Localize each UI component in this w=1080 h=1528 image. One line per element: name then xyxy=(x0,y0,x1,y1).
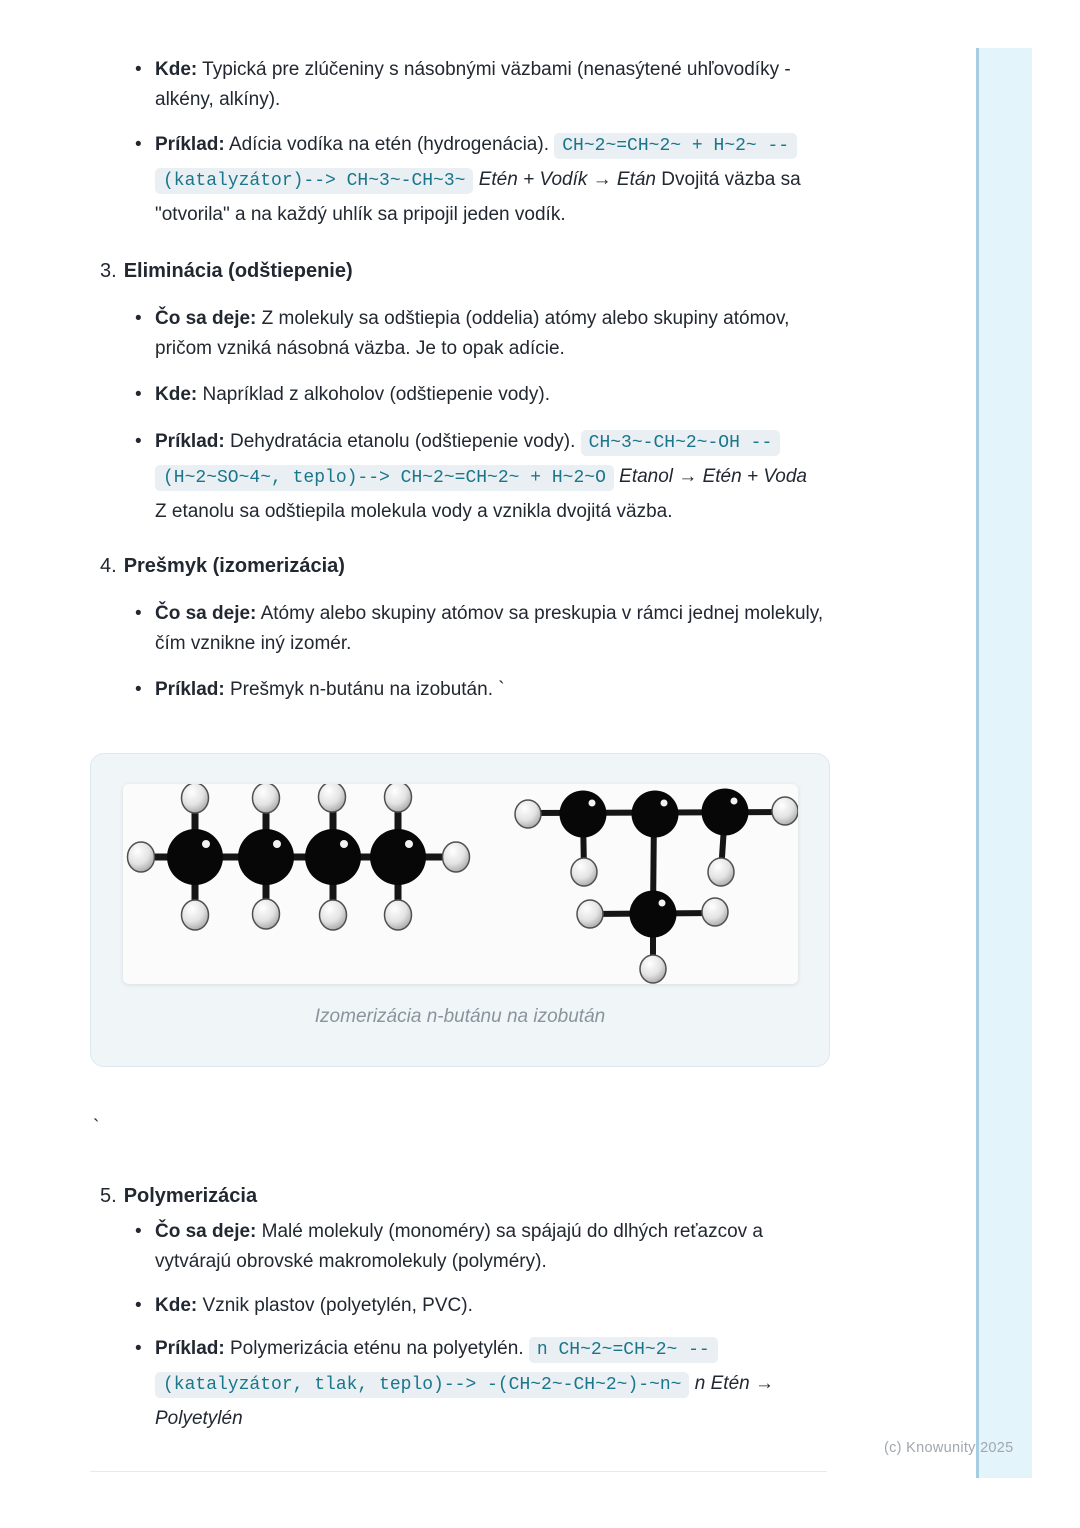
code-snippet: CH~2~=CH~2~ + H~2~ --(katalyzátor)--> CH~3~-CH~3~ xyxy=(155,133,797,194)
bullet-text: Vznik plastov (polyetylén, PVC). xyxy=(202,1295,473,1316)
bullet-text: Prešmyk n-butánu na izobután. ` xyxy=(229,679,505,700)
section-title: Eliminácia (odštiepenie) xyxy=(123,260,353,282)
reaction-summary: Etanol → Etén + Voda xyxy=(619,466,807,487)
bullet-text: Dehydratácia etanolu (odštiepenie vody). xyxy=(229,431,576,452)
bullet-text: Malé molekuly (monoméry) sa spájajú do dlhých reťazcov a vytvárajú obrovské makromolekuly (polyméry). xyxy=(155,1221,763,1272)
section-title: Prešmyk (izomerizácia) xyxy=(123,555,345,577)
stray-backtick: ` xyxy=(93,1117,100,1138)
section-number: 4. xyxy=(100,555,117,577)
document-content xyxy=(90,0,830,1436)
section-heading xyxy=(100,1181,830,1211)
code-snippet: CH~3~-CH~2~-OH --(H~2~SO~4~, teplo)--> CH~2~=CH~2~ + H~2~O xyxy=(155,430,780,491)
section-number: 3. xyxy=(100,260,117,282)
list-item xyxy=(90,599,830,659)
bullet-label: Príklad: xyxy=(155,1338,225,1359)
page-divider xyxy=(90,1471,827,1472)
section-title: Polymerizácia xyxy=(123,1185,258,1207)
figure-card xyxy=(90,753,830,1067)
bullet-text: Typická pre zlúčeniny s násobnými väzbami (nenasýtené uhľovodíky - alkény, alkíny). xyxy=(155,59,791,110)
bullet-label: Príklad: xyxy=(155,679,225,700)
bullet-text: Polymerizácia eténu na polyetylén. xyxy=(229,1338,524,1359)
list-item xyxy=(90,380,830,410)
list-item xyxy=(90,1291,830,1321)
bullet-label: Čo sa deje: xyxy=(155,603,257,624)
bullet-label: Príklad: xyxy=(155,134,225,155)
bullet-label: Kde: xyxy=(155,384,198,405)
list-item xyxy=(90,55,830,115)
section-heading xyxy=(100,551,830,581)
code-snippet: n CH~2~=CH~2~ --(katalyzátor, tlak, teplo)--> -(CH~2~-CH~2~)-~n~ xyxy=(155,1337,718,1398)
list-item xyxy=(90,675,830,705)
bullet-label: Čo sa deje: xyxy=(155,308,257,329)
list-item xyxy=(90,1331,830,1436)
bullet-text: Adícia vodíka na etén (hydrogenácia). xyxy=(228,134,549,155)
bullet-text: Z molekuly sa odštiepia (oddelia) atómy alebo skupiny atómov, pričom vzniká násobná väzba. Je to opak adície. xyxy=(155,308,790,359)
section-heading xyxy=(100,256,830,286)
copyright-text: (c) Knowunity 2025 xyxy=(884,1440,1014,1456)
list-item xyxy=(90,424,830,529)
figure-caption: Izomerizácia n-butánu na izobután xyxy=(314,1006,606,1027)
list-item xyxy=(90,304,830,364)
bullet-label: Kde: xyxy=(155,59,198,80)
molecule-figure xyxy=(123,784,798,984)
bullet-text: Atómy alebo skupiny atómov sa preskupia v rámci jednej molekuly, čím vznikne iný izomér. xyxy=(155,603,824,654)
bullet-text: Z etanolu sa odštiepila molekula vody a vznikla dvojitá väzba. xyxy=(155,501,673,522)
bullet-label: Kde: xyxy=(155,1295,198,1316)
reaction-summary: n Etén → Polyetylén xyxy=(155,1373,774,1429)
bullet-label: Príklad: xyxy=(155,431,225,452)
bullet-text: Napríklad z alkoholov (odštiepenie vody). xyxy=(202,384,550,405)
bullet-text: Dvojitá väzba sa "otvorila" a na každý uhlík sa pripojil jeden vodík. xyxy=(155,169,801,225)
reaction-summary: Etén + Vodík → Etán xyxy=(478,169,656,190)
section-number: 5. xyxy=(100,1185,117,1207)
list-item xyxy=(90,1217,830,1277)
bullet-label: Čo sa deje: xyxy=(155,1221,257,1242)
molecule-image xyxy=(123,784,798,984)
list-item xyxy=(90,127,830,232)
accent-stripe xyxy=(976,48,1032,1478)
